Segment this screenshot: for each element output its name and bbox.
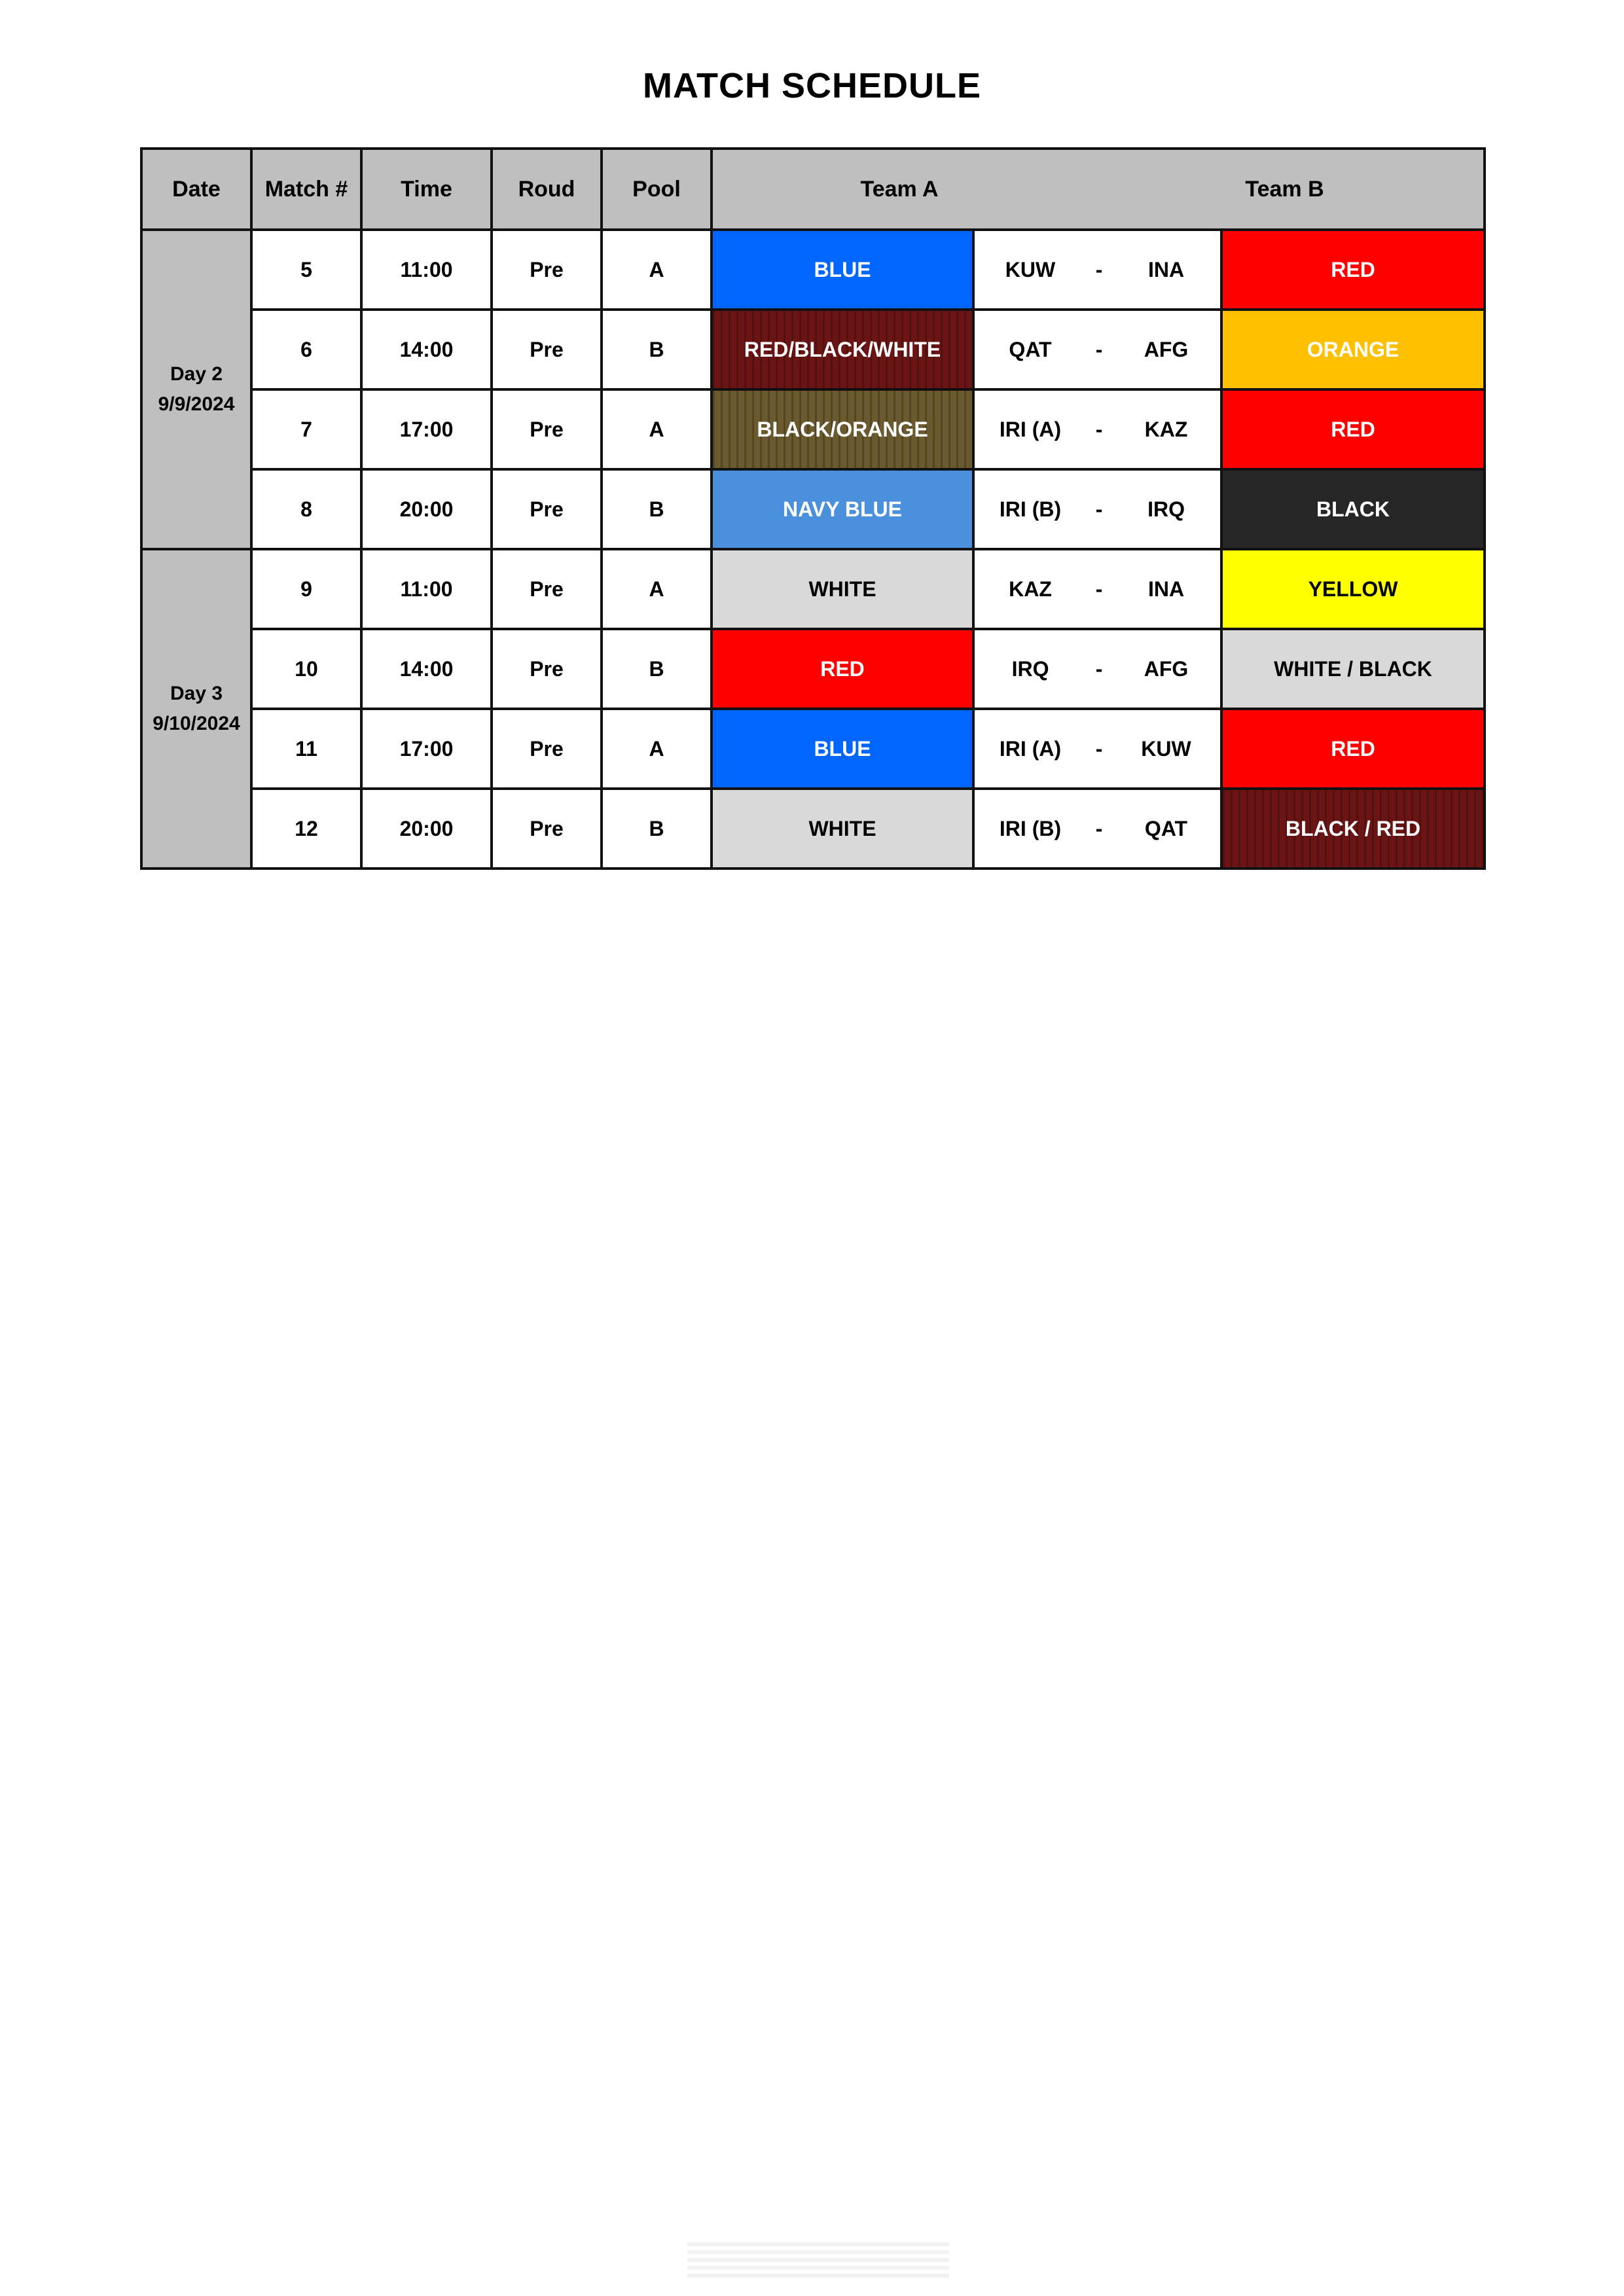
match-row (141, 629, 1485, 709)
round-cell: Pre (492, 789, 602, 869)
separator-cell: - (1086, 709, 1112, 789)
team-b-code-cell: INA (1112, 230, 1221, 310)
team-a-code-cell: KAZ (973, 549, 1086, 629)
match-schedule-table (140, 147, 1486, 870)
team-b-code-cell: IRQ (1112, 469, 1221, 549)
separator-cell: - (1086, 310, 1112, 389)
round-cell: Pre (492, 310, 602, 389)
day-label: Day 3 (170, 683, 223, 704)
header-team-a: Team A (712, 149, 1086, 230)
header-round: Roud (492, 149, 602, 230)
match-number-cell: 8 (251, 469, 361, 549)
day-date-cell (141, 549, 251, 869)
footer-watermark (687, 2238, 949, 2278)
team-b-color-cell: WHITE / BLACK (1221, 629, 1485, 709)
header-match-number: Match # (251, 149, 361, 230)
time-cell: 17:00 (361, 709, 492, 789)
time-cell: 14:00 (361, 310, 492, 389)
match-number-cell: 12 (251, 789, 361, 869)
team-a-color-cell: WHITE (712, 549, 973, 629)
round-cell: Pre (492, 230, 602, 310)
round-cell: Pre (492, 629, 602, 709)
time-cell: 17:00 (361, 389, 492, 469)
separator-cell: - (1086, 629, 1112, 709)
team-b-code-cell: QAT (1112, 789, 1221, 869)
team-a-code-cell: IRI (B) (973, 469, 1086, 549)
separator-cell: - (1086, 549, 1112, 629)
team-a-code-cell: IRI (A) (973, 709, 1086, 789)
match-row (141, 549, 1485, 629)
match-number-cell: 9 (251, 549, 361, 629)
match-row (141, 469, 1485, 549)
pool-cell: B (602, 629, 712, 709)
time-cell: 11:00 (361, 230, 492, 310)
team-b-color-cell: ORANGE (1221, 310, 1485, 389)
time-cell: 20:00 (361, 469, 492, 549)
team-b-color-cell: RED (1221, 230, 1485, 310)
team-a-color-cell: BLUE (712, 709, 973, 789)
team-a-code-cell: IRQ (973, 629, 1086, 709)
pool-cell: B (602, 789, 712, 869)
match-number-cell: 11 (251, 709, 361, 789)
pool-cell: A (602, 230, 712, 310)
match-number-cell: 7 (251, 389, 361, 469)
team-a-color-cell: BLACK/ORANGE (712, 389, 973, 469)
day-label: Day 2 (170, 363, 223, 385)
team-a-code-cell: IRI (A) (973, 389, 1086, 469)
team-a-color-cell: WHITE (712, 789, 973, 869)
round-cell: Pre (492, 389, 602, 469)
page-title: MATCH SCHEDULE (643, 66, 981, 105)
pool-cell: A (602, 389, 712, 469)
header-pool: Pool (602, 149, 712, 230)
match-number-cell: 5 (251, 230, 361, 310)
team-b-code-cell: AFG (1112, 629, 1221, 709)
team-a-color-cell: BLUE (712, 230, 973, 310)
team-a-code-cell: KUW (973, 230, 1086, 310)
round-cell: Pre (492, 709, 602, 789)
header-row (141, 149, 1485, 230)
header-team-b: Team B (1086, 149, 1485, 230)
team-b-code-cell: KUW (1112, 709, 1221, 789)
day-date: 9/10/2024 (153, 713, 240, 734)
pool-cell: B (602, 469, 712, 549)
team-b-color-cell: BLACK / RED (1221, 789, 1485, 869)
time-cell: 14:00 (361, 629, 492, 709)
pool-cell: A (602, 549, 712, 629)
time-cell: 11:00 (361, 549, 492, 629)
separator-cell: - (1086, 469, 1112, 549)
day-date-cell (141, 230, 251, 549)
match-row (141, 709, 1485, 789)
match-row (141, 789, 1485, 869)
team-a-code-cell: QAT (973, 310, 1086, 389)
team-b-color-cell: RED (1221, 709, 1485, 789)
match-number-cell: 6 (251, 310, 361, 389)
round-cell: Pre (492, 469, 602, 549)
team-a-color-cell: RED/BLACK/WHITE (712, 310, 973, 389)
match-row (141, 389, 1485, 469)
team-a-color-cell: NAVY BLUE (712, 469, 973, 549)
match-row (141, 230, 1485, 310)
round-cell: Pre (492, 549, 602, 629)
header-time: Time (361, 149, 492, 230)
team-a-code-cell: IRI (B) (973, 789, 1086, 869)
separator-cell: - (1086, 230, 1112, 310)
pool-cell: B (602, 310, 712, 389)
separator-cell: - (1086, 389, 1112, 469)
pool-cell: A (602, 709, 712, 789)
header-date: Date (141, 149, 251, 230)
time-cell: 20:00 (361, 789, 492, 869)
team-a-color-cell: RED (712, 629, 973, 709)
match-number-cell: 10 (251, 629, 361, 709)
team-b-color-cell: BLACK (1221, 469, 1485, 549)
team-b-code-cell: INA (1112, 549, 1221, 629)
schedule-body (141, 230, 1485, 869)
day-date: 9/9/2024 (158, 393, 235, 415)
team-b-color-cell: YELLOW (1221, 549, 1485, 629)
team-b-code-cell: KAZ (1112, 389, 1221, 469)
team-b-color-cell: RED (1221, 389, 1485, 469)
team-b-code-cell: AFG (1112, 310, 1221, 389)
separator-cell: - (1086, 789, 1112, 869)
match-row (141, 310, 1485, 389)
